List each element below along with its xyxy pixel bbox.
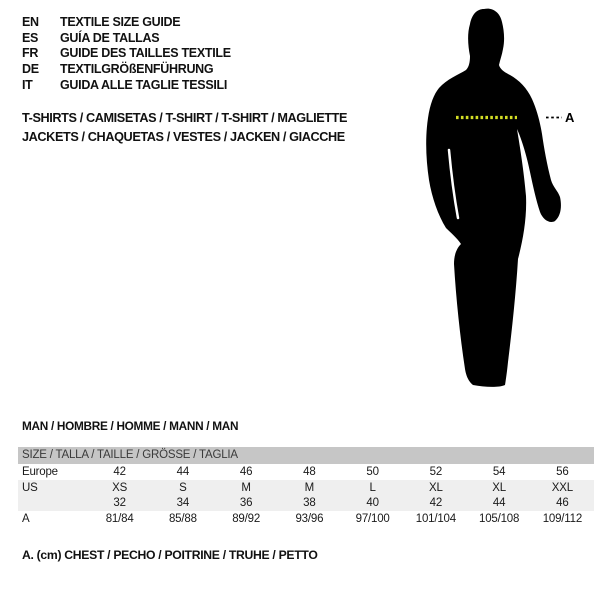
size-cell: 89/92 <box>232 512 261 525</box>
size-cell: 44 <box>176 465 190 478</box>
language-code: EN <box>22 15 39 29</box>
size-cell: XS <box>112 481 128 494</box>
size-cell: 54 <box>492 465 506 478</box>
section-title-man: MAN / HOMBRE / HOMME / MANN / MAN <box>22 419 239 433</box>
size-cell: 34 <box>176 497 190 510</box>
size-cell: 81/84 <box>105 512 134 525</box>
table-row-europe <box>18 464 594 480</box>
size-cell: 109/112 <box>542 512 583 525</box>
table-row-us <box>18 480 594 496</box>
language-label: TEXTILE SIZE GUIDE <box>60 15 181 29</box>
language-list <box>22 15 231 94</box>
table-row-chest-a <box>18 511 594 527</box>
size-cell: 46 <box>556 497 569 510</box>
language-row <box>22 31 231 47</box>
size-cell: 85/88 <box>168 512 197 525</box>
size-cell: 101/104 <box>415 512 456 525</box>
size-cell: 52 <box>429 465 443 478</box>
category-line-jackets: JACKETS / CHAQUETAS / VESTES / JACKEN / GIACCHE <box>22 129 345 144</box>
row-label-cell: US <box>22 481 38 494</box>
size-table-grid <box>18 464 594 527</box>
language-label: GUÍA DE TALLAS <box>60 30 160 45</box>
size-cell: 93/96 <box>295 512 324 525</box>
size-table <box>18 447 594 527</box>
measure-label: A <box>565 110 575 125</box>
size-table-header: SIZE / TALLA / TAILLE / GRÖSSE / TAGLIA <box>18 447 594 464</box>
garment-categories <box>22 109 347 147</box>
language-row <box>22 62 231 78</box>
size-cell: 46 <box>239 465 253 478</box>
size-cell: 40 <box>366 497 379 510</box>
language-label: TEXTILGRÖßENFÜHRUNG <box>60 62 214 77</box>
language-code: IT <box>22 77 33 92</box>
size-cell: 36 <box>239 497 253 510</box>
size-cell: M <box>241 481 251 494</box>
language-code: DE <box>22 62 39 77</box>
measurement-footnote: A. (cm) CHEST / PECHO / POITRINE / TRUHE / PETTO <box>22 548 318 562</box>
row-label-cell: Europe <box>22 465 58 478</box>
table-row-us-numeric <box>18 495 594 511</box>
language-row <box>22 78 231 94</box>
size-cell: 32 <box>113 497 126 510</box>
size-cell: 97/100 <box>355 512 390 525</box>
language-row <box>22 15 231 31</box>
man-silhouette <box>426 9 561 387</box>
size-cell: 56 <box>556 465 569 478</box>
size-cell: 105/108 <box>479 512 520 525</box>
size-cell: M <box>304 481 315 494</box>
size-cell: 38 <box>303 497 316 510</box>
row-label-cell: A <box>22 512 30 525</box>
language-row <box>22 46 231 62</box>
size-cell: 44 <box>492 497 506 510</box>
language-code: ES <box>22 30 39 45</box>
man-figure <box>410 0 600 400</box>
size-cell: S <box>179 481 187 494</box>
language-label: GUIDE DES TAILLES TEXTILE <box>60 46 231 61</box>
size-cell: 42 <box>429 497 443 510</box>
size-cell: 50 <box>366 465 379 478</box>
category-line-tshirts: T-SHIRTS / CAMISETAS / T-SHIRT / T-SHIRT / MAGLIETTE <box>22 111 348 125</box>
language-code: FR <box>22 46 39 61</box>
size-cell: 48 <box>303 465 316 478</box>
size-cell: XL <box>492 481 506 494</box>
size-cell: XL <box>429 481 443 494</box>
size-cell: L <box>369 481 376 494</box>
row-label-cell <box>18 495 88 511</box>
size-cell: 42 <box>113 465 126 478</box>
language-label: GUIDA ALLE TAGLIE TESSILI <box>60 77 228 92</box>
size-cell: XXL <box>551 481 573 494</box>
